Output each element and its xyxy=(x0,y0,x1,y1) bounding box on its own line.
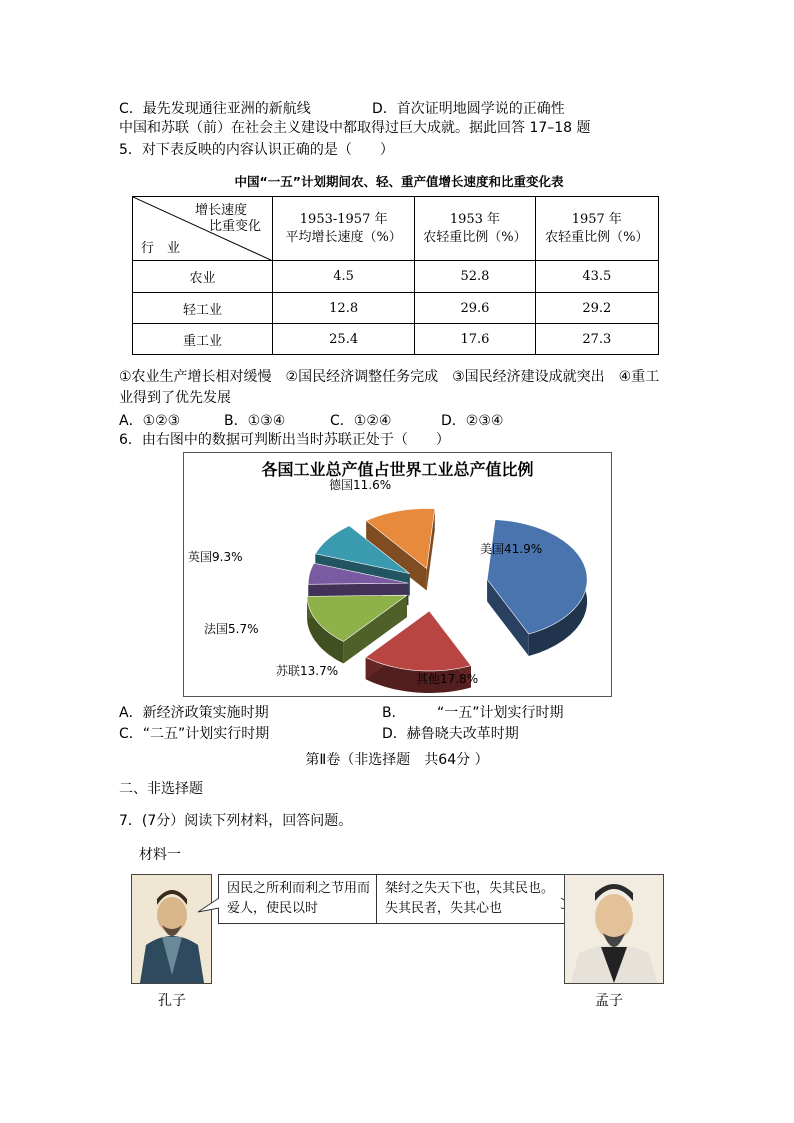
table-cell: 43.5 xyxy=(535,261,658,293)
table-cell: 27.3 xyxy=(535,324,658,355)
column-header-line2: 平均增长速度（%） xyxy=(285,229,402,245)
confucius-portrait xyxy=(131,874,212,984)
q5-option-d: D．②③④ xyxy=(441,413,504,429)
mencius-quote: 桀纣之失天下也，失其民也。失其民者，失其心也 xyxy=(376,874,570,924)
column-header-line1: 1953-1957 年 xyxy=(299,211,388,227)
pie-svg xyxy=(184,453,611,696)
question-7: 7．(7分）阅读下列材料，回答问题。 xyxy=(119,813,353,829)
q4-option-c: C．最先发现通往亚洲的新航线 xyxy=(119,101,311,117)
row-label: 轻工业 xyxy=(133,293,273,324)
chart-title: 各国工业总产值占世界工业总产值比例 xyxy=(261,460,534,479)
q6-option-c: C．“二五”计划实行时期 xyxy=(119,726,270,742)
q6-option-b: “一五”计划实行时期 xyxy=(437,705,564,721)
column-header-line2: 农轻重比例（%） xyxy=(423,229,527,245)
corner-bottom-label: 行 业 xyxy=(141,241,181,256)
column-header xyxy=(415,197,535,261)
mencius-drawing xyxy=(565,875,663,983)
pie-slice-label: 德国11.6% xyxy=(329,478,392,492)
q5-option-c: C．①②④ xyxy=(330,413,392,429)
q6-option-d: D．赫鲁晓夫改革时期 xyxy=(382,726,519,742)
table-cell: 52.8 xyxy=(415,261,535,293)
table-row xyxy=(133,324,659,355)
q5-option-a: A．①②③ xyxy=(119,413,181,429)
column-header-line2: 农轻重比例（%） xyxy=(545,229,649,245)
material-one-label: 材料一 xyxy=(139,847,181,863)
question-5: 5．对下表反映的内容认识正确的是（ ） xyxy=(119,142,394,158)
q6-option-a: A．新经济政策实施时期 xyxy=(119,705,269,721)
pie-chart xyxy=(183,452,612,697)
table-cell: 29.6 xyxy=(415,293,535,324)
part-two-heading: 二、非选择题 xyxy=(119,781,203,797)
table-cell: 17.6 xyxy=(415,324,535,355)
q5-statements-line1: ①农业生产增长相对缓慢 ②国民经济调整任务完成 ③国民经济建设成就突出 ④重工 xyxy=(119,369,660,385)
pie-slice-label: 法国5.7% xyxy=(204,622,259,636)
q6-option-b-prefix: B． xyxy=(382,705,406,721)
section-title: 第Ⅱ卷（非选择题 共64分 ） xyxy=(305,752,489,768)
row-label: 农业 xyxy=(133,261,273,293)
table-cell: 29.2 xyxy=(535,293,658,324)
question-6: 6．由右图中的数据可判断出当时苏联正处于（ ） xyxy=(119,432,450,448)
table-cell: 25.4 xyxy=(273,324,415,355)
intro-17-18: 中国和苏联（前）在社会主义建设中都取得过巨大成就。据此回答 17–18 题 xyxy=(119,120,591,136)
column-header xyxy=(273,197,415,261)
row-label: 重工业 xyxy=(133,324,273,355)
table-cell: 12.8 xyxy=(273,293,415,324)
q5-statements-line2: 业得到了优先发展 xyxy=(119,390,231,406)
table-caption: 中国“一五”计划期间农、轻、重产值增长速度和比重变化表 xyxy=(234,174,564,189)
q4-option-d: D．首次证明地圆学说的正确性 xyxy=(372,101,565,117)
confucius-quote: 因民之所利而利之节用而爱人，使民以时 xyxy=(218,874,386,924)
confucius-drawing xyxy=(132,875,211,983)
pie-slice-label: 其他17.8% xyxy=(416,672,479,686)
column-header-line1: 1953 年 xyxy=(449,211,501,227)
table-row xyxy=(133,261,659,293)
q5-option-b: B．①③④ xyxy=(224,413,286,429)
corner-middle-label: 比重变化 xyxy=(209,219,262,234)
table-cell: 4.5 xyxy=(273,261,415,293)
confucius-bubble-tail xyxy=(196,896,220,916)
pie-slice-label: 苏联13.7% xyxy=(276,664,339,678)
pie-slice-label: 美国41.9% xyxy=(480,542,543,556)
data-table xyxy=(132,196,659,355)
column-header xyxy=(535,197,658,261)
column-header-line1: 1957 年 xyxy=(571,211,622,227)
mencius-name: 孟子 xyxy=(595,993,623,1009)
mencius-portrait xyxy=(564,874,664,984)
table-corner-header xyxy=(133,197,273,261)
table-row xyxy=(133,293,659,324)
corner-top-label: 增长速度 xyxy=(195,203,248,218)
pie-slice-label: 英国9.3% xyxy=(188,550,243,564)
confucius-name: 孔子 xyxy=(158,993,186,1009)
